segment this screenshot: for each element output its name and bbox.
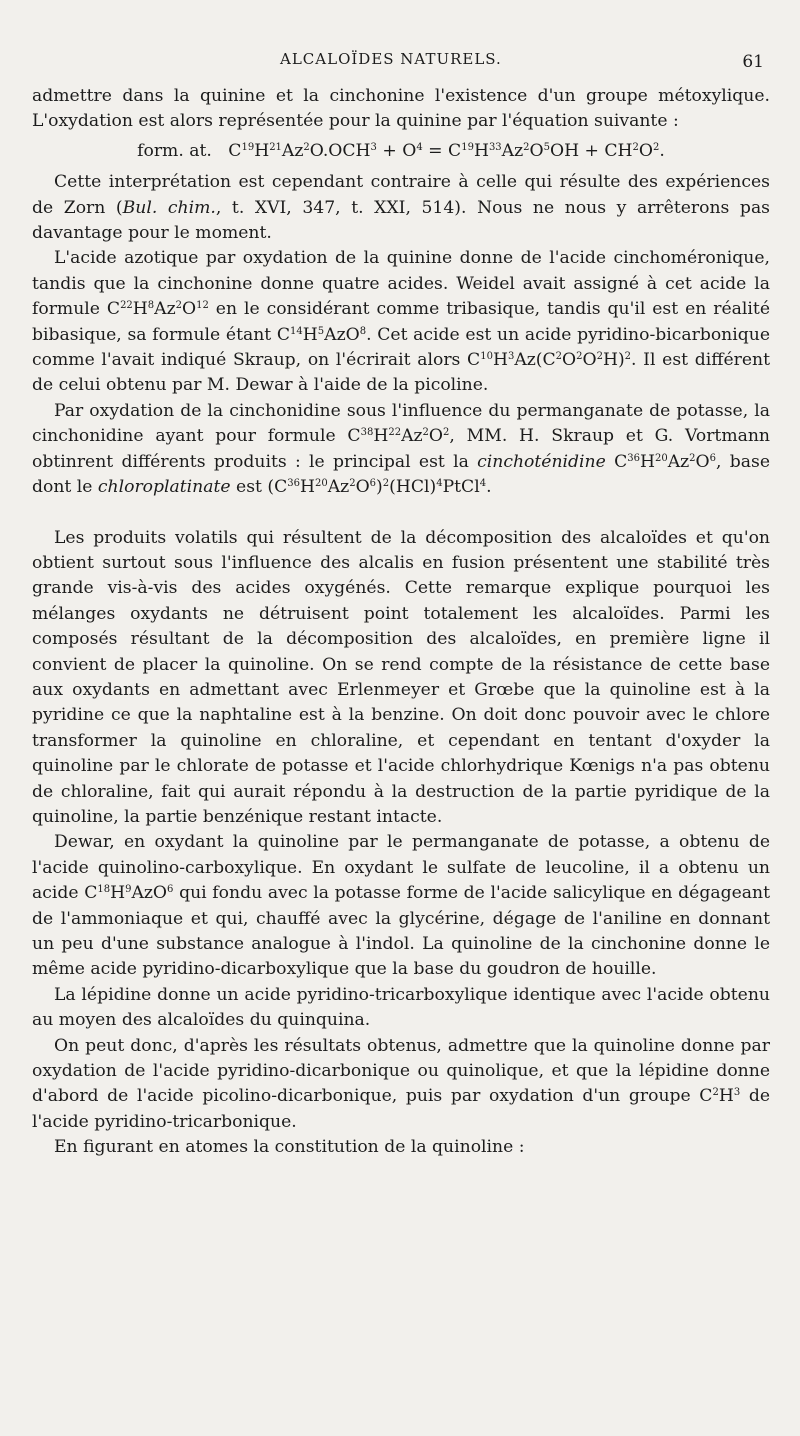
- body-text: [32, 84, 770, 1161]
- paragraph-constitution: En figurant en atomes la constitution de la quinoline :: [54, 1137, 525, 1158]
- paragraph-lepidine: La lépidine donne un acide pyridino-tricarboxylique identique avec l'acide obtenu au moyen des alcaloïdes du quinquina.: [32, 984, 770, 1031]
- page-number: 61: [742, 52, 764, 72]
- oxidation-equation: form. at. $C^{19}H^{21}Az^2O.OCH^3 + O^4 = C^{19}H^{33}Az^2O^5OH + CH^2O^2$.: [137, 140, 665, 161]
- paragraph-continuation: admettre dans la quinine et la cinchonine l'existence d'un groupe métoxylique. L'oxydation est alors représentée pour la quinine par l'équation suivante :: [32, 86, 770, 132]
- running-head: ALCALOÏDES NATURELS.: [280, 50, 502, 68]
- paragraph-acide-azotique: L'acide azotique par oxydation de la quinine donne de l'acide cinchoméronique, tandis que la cinchonine donne quatre acides. Weidel avait assigné à cet acide la formule $C^{22}H^8Az^2O^{12}$ en le considérant comme tribasique, tandis qu'il est en réalité bibasique, sa formule étant $C^{14}H^5AzO^8$. Cet acide est un acide pyridino-bicarbonique comme l'avait indiqué Skraup, on l'écrirait alors $C^{10}H^3Az(C^2O^2O^2H)^2$. Il est différent de celui obtenu par M. Dewar à l'aide de la picoline.: [32, 248, 770, 396]
- paragraph-produits-volatils: Les produits volatils qui résultent de la décomposition des alcaloïdes et qu'on obtient surtout sous l'influence des alcalis en fusion présentent une stabilité très grande vis-à-vis des acides oxygénés. Cette remarque explique pourquoi les mélanges oxydants ne détruisent point totalement les alcaloïdes. Parmi les composés résultant de la décomposition des alcaloïdes, en première ligne il convient de placer la quinoline. On se rend compte de la résistance de cette base aux oxydants en admettant avec Erlenmeyer et Grœbe que la quinoline est à la pyridine ce que la naphtaline est à la benzine. On doit donc pouvoir avec le chlore transformer la quinoline en chloraline, et cependant en tentant d'oxyder la quinoline par le chlorate de potasse et l'acide chlorhydrique Kœnigs n'a pas obtenu de chloraline, fait qui aurait répondu à la destruction de la partie pyridique de la quinoline, la partie benzénique restant intacte.: [32, 527, 770, 827]
- paragraph-cinchonidine: Par oxydation de la cinchonidine sous l'influence du permanganate de potasse, la cinchonidine ayant pour formule $C^{38}H^{22}Az^2O^2$, MM. H. Skraup et G. Vortmann obtinrent différents produits : le principal est la cinchoténidine $C^{36}H^{20}Az^2O^6$, base dont le chloroplatinate est $(C^{36}H^{20}Az^2O^6)^2(HCl)^4PtCl^4$.: [32, 400, 770, 498]
- paragraph-zorn: Cette interprétation est cependant contraire à celle qui résulte des expériences de Zorn (Bul. chim., t. XVI, 347, t. XXI, 514). Nous ne nous y arrêterons pas davantage pour le moment.: [32, 172, 771, 244]
- paragraph-conclusion: On peut donc, d'après les résultats obtenus, admettre que la quinoline donne par oxydation de l'acide pyridino-dicarbonique ou quinolique, et que la lépidine donne d'abord de l'acide picolino-dicarbonique, puis par oxydation d'un groupe $C^2H^3$ de l'acide pyridino-tricarbonique.: [32, 1035, 770, 1132]
- paragraph-dewar: Dewar, en oxydant la quinoline par le permanganate de potasse, a obtenu de l'acide quinolino-carboxylique. En oxydant le sulfate de leucoline, il a obtenu un acide $C^{18}H^9AzO^6$ qui fondu avec la potasse forme de l'acide salicylique en dégageant de l'ammoniaque et qui, chauffé avec la glycérine, dégage de l'aniline en donnant un peu d'une substance analogue à l'indol. La quinoline de la cinchonine donne le même acide pyridino-dicarboxylique que la base du goudron de houille.: [32, 832, 770, 980]
- page-header: [0, 50, 800, 76]
